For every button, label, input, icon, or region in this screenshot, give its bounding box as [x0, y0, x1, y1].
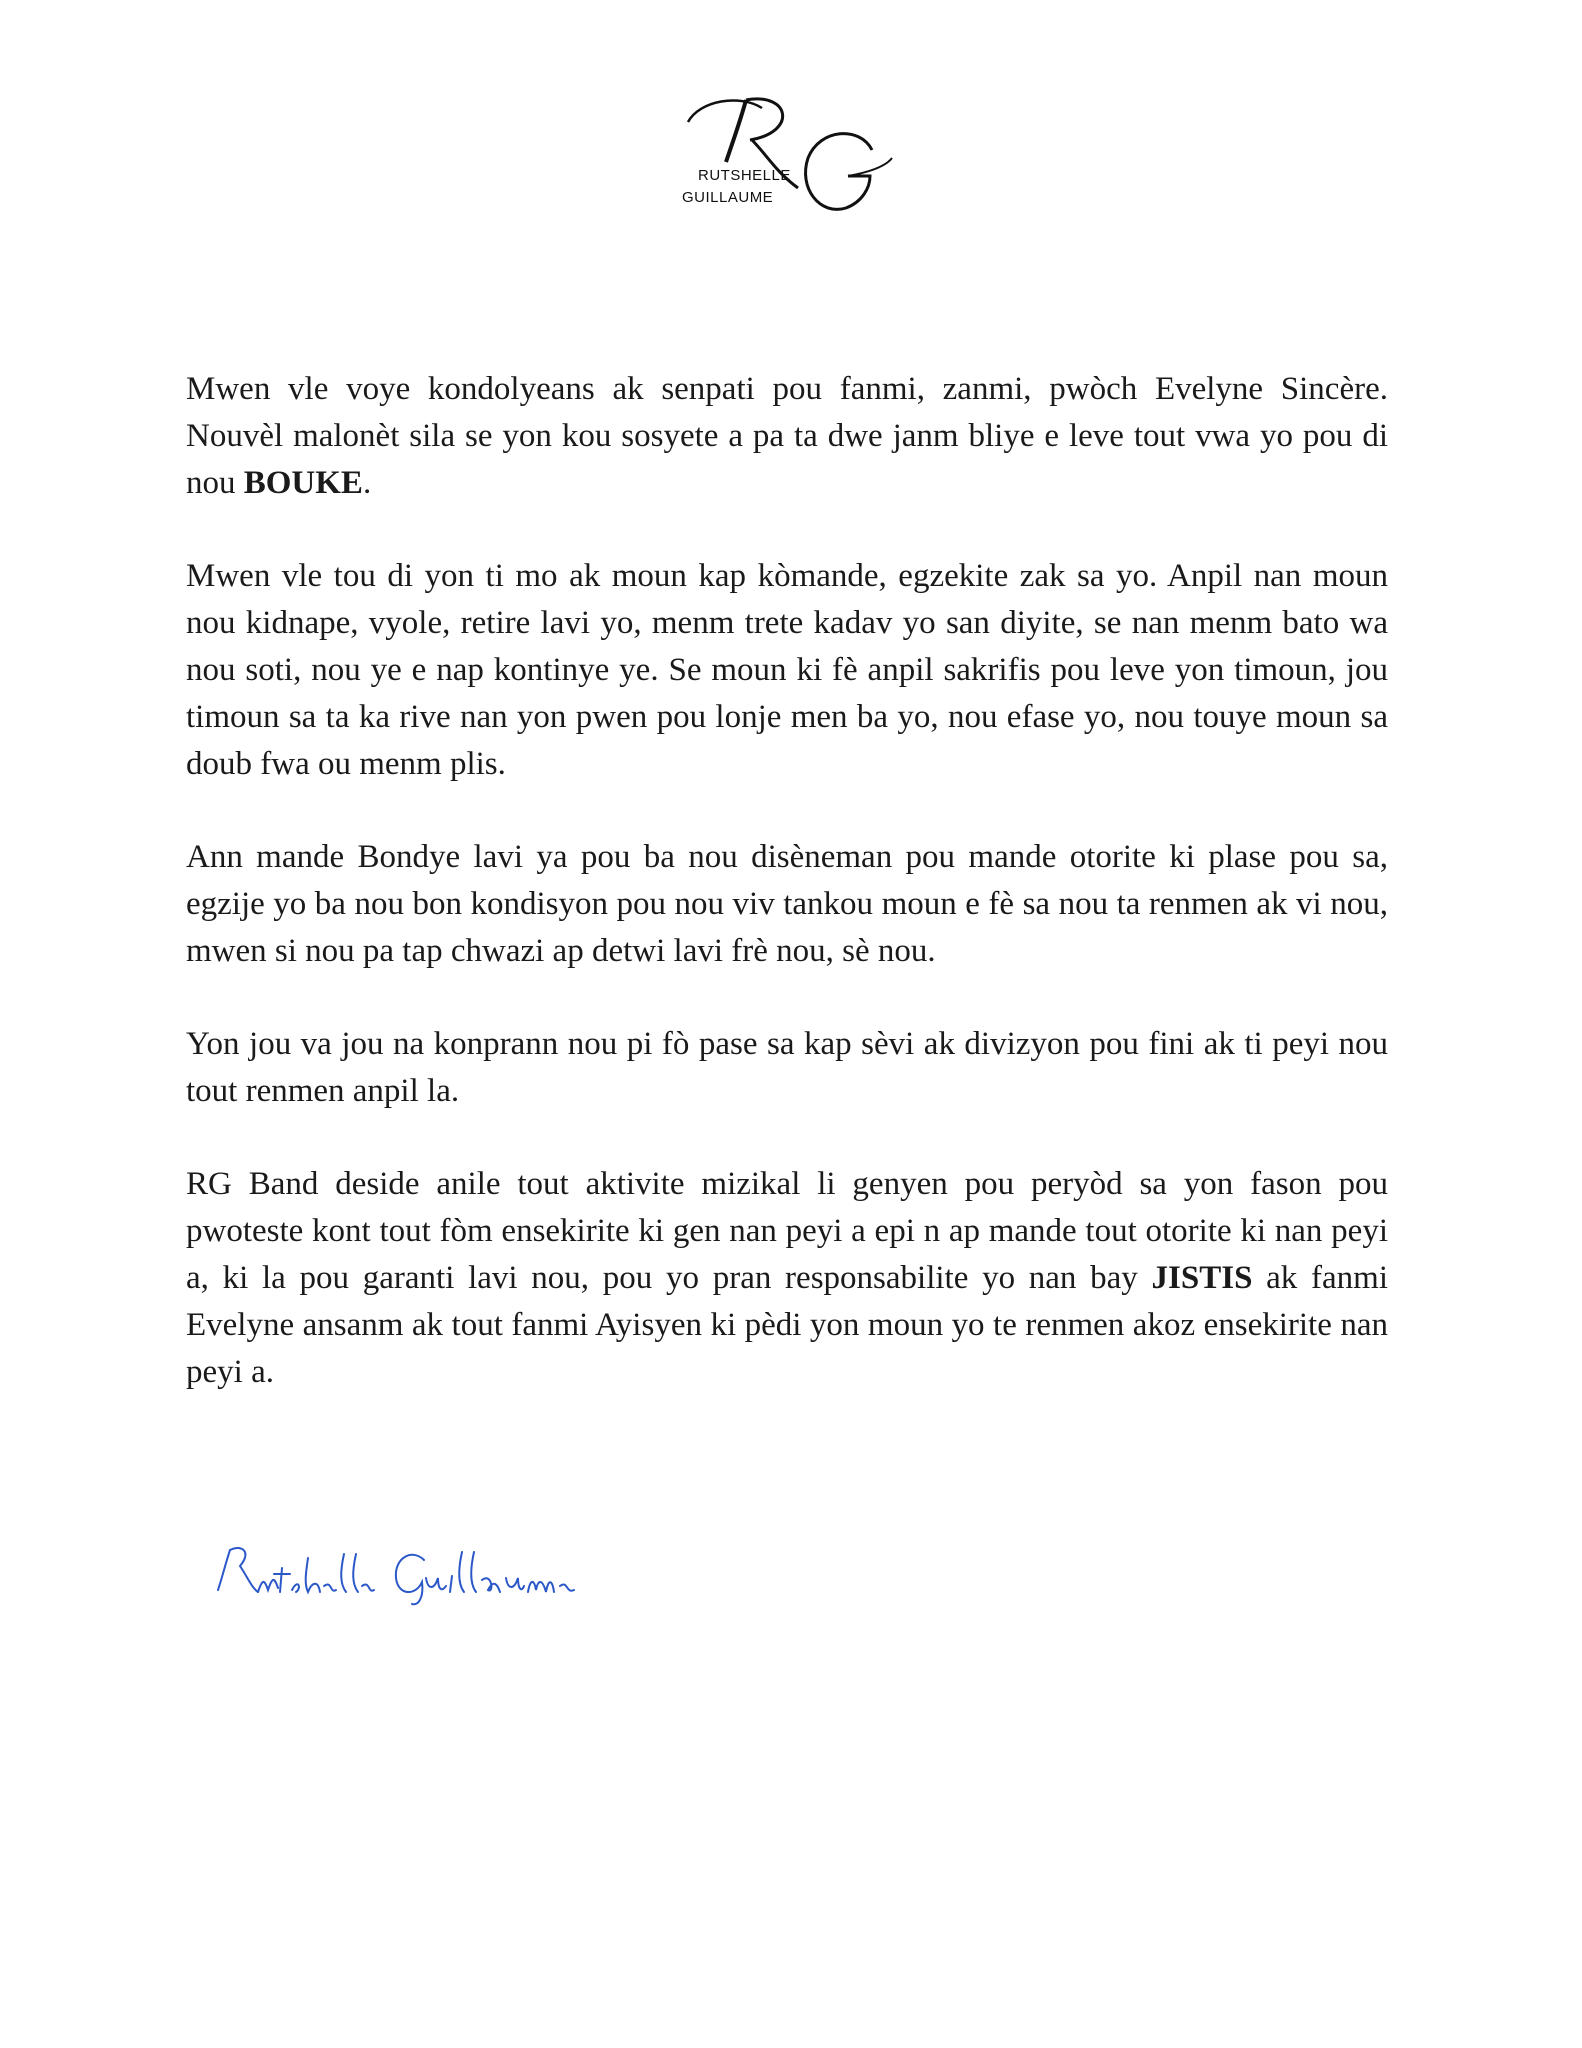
- paragraph-3: Ann mande Bondye lavi ya pou ba nou disèneman pou mande otorite ki plase pou sa, egzije yo ba nou bon kondisyon pou nou viv tankou moun e fè sa nou ta renmen ak vi nou, mwen si nou pa tap chwazi ap detwi lavi frè nou, sè nou.: [186, 839, 1388, 969]
- letterhead-logo: [680, 92, 900, 227]
- signature-image: [212, 1538, 612, 1608]
- paragraph-1: [186, 366, 1388, 507]
- handwritten-signature: [212, 1538, 612, 1608]
- rg-monogram: [680, 92, 900, 227]
- paragraph-2: Mwen vle tou di yon ti mo ak moun kap kòmande, egzekite zak sa yo. Anpil nan moun nou kidnape, vyole, retire lavi yo, menm trete kadav yo san diyite, se nan menm bato wa nou soti, nou ye e nap kontinye ye. Se moun ki fè anpil sakrifis pou leve yon timoun, jou timoun sa ta ka rive nan yon pwen pou lonje men ba yo, nou efase yo, nou touye moun sa doub fwa ou menm plis.: [186, 558, 1388, 782]
- paragraph-1-text: Mwen vle voye kondolyeans ak senpati pou fanmi, zanmi, pwòch Evelyne Sincère. Nouvèl malonèt sila se yon kou sosyete a pa ta dwe janm bliye e leve tout vwa yo pou di nou: [186, 371, 1388, 501]
- logo-line1: RUTSHELLE: [698, 167, 791, 184]
- paragraph-5-end: ak fanmi Evelyne ansanm ak tout fanmi Ayisyen ki pèdi yon moun yo te renmen akoz ensekirite nan peyi a.: [186, 1260, 1388, 1390]
- letter-body: [186, 366, 1388, 1442]
- logo-line2: GUILLAUME: [682, 189, 774, 206]
- paragraph-5: [186, 1161, 1388, 1396]
- paragraph-4: Yon jou va jou na konprann nou pi fò pase sa kap sèvi ak divizyon pou fini ak ti peyi nou tout renmen anpil la.: [186, 1026, 1388, 1109]
- emphasis-jistis: JISTIS: [1151, 1260, 1253, 1296]
- paragraph-1-end: .: [362, 465, 372, 501]
- emphasis-bouke: BOUKE: [243, 465, 363, 501]
- paragraph-5-text: RG Band deside anile tout aktivite mizikal li genyen pou peryòd sa yon fason pou pwoteste kont tout fòm ensekirite ki gen nan peyi a epi n ap mande tout otorite ki nan peyi a, ki la pou garanti lavi nou, pou yo pran responsabilite yo nan bay: [186, 1166, 1388, 1296]
